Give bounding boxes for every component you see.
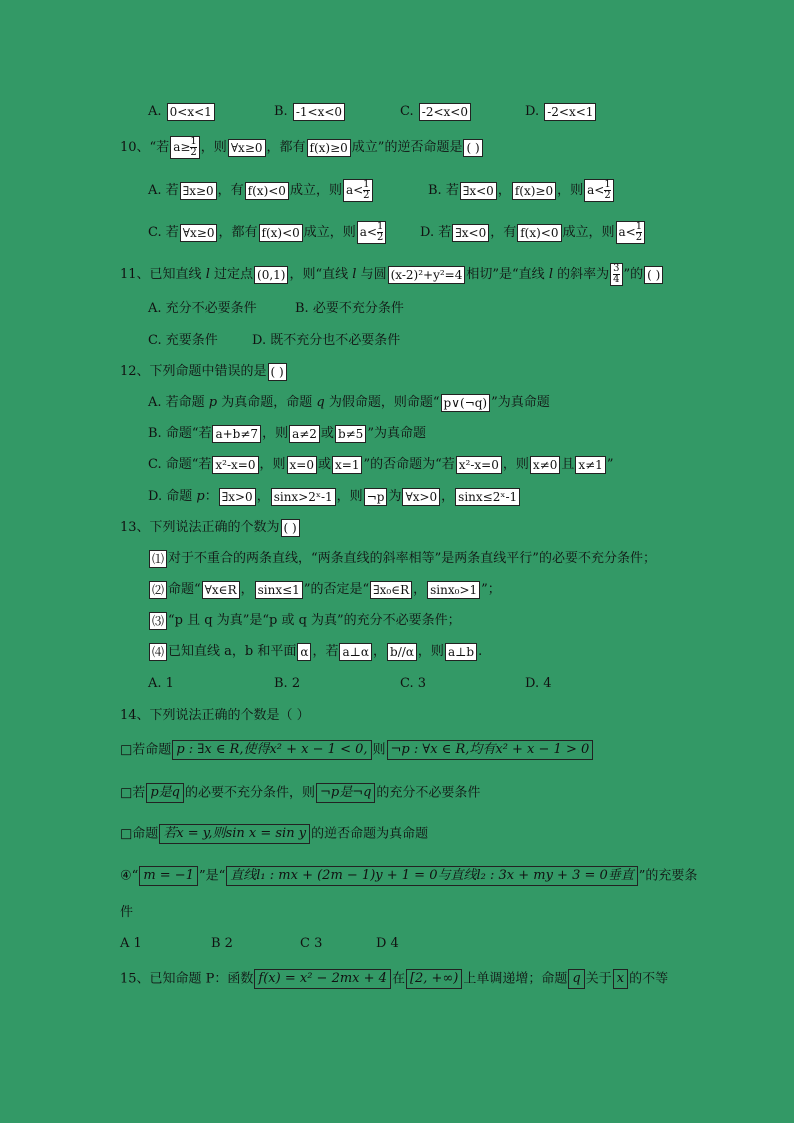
q14-option-a: A 1	[120, 936, 142, 951]
q11-option-b: B. 必要不充分条件	[295, 301, 404, 316]
q13-item-4: ⑷ 已知直线 a，b 和平面 α ，若 a⊥α ， b//α ，则 a⊥b .	[148, 642, 482, 662]
q13-stem: 13、下列说法正确的个数为 ( )	[120, 518, 301, 538]
q12-option-b: B. 命题“若 a+b≠7 ，则 a≠2 或 b≠5 ”为真命题	[148, 426, 426, 441]
q13-item-1: ⑴ 对于不重合的两条直线，“两条直线的斜率相等”是两条直线平行”的必要不充分条件；	[148, 549, 656, 569]
q12-option-a: A. 若命题 p 为真命题，命题 q 为假命题，则命题“ p∨(¬q) ”为真命题	[148, 395, 550, 410]
q14-option-b: B 2	[211, 936, 233, 951]
q9-option-a: A. 0<x<1	[148, 102, 216, 122]
q12-stem: 12、下列命题中错误的是 ( )	[120, 362, 288, 382]
q10-stem: 10、“若 a≥ $\frac{1}{2}$ ，则 ∀x≥0 ，都有 f(x)≥0 成立”的逆否命题是 ( )	[120, 136, 484, 159]
q14-item-2: □若 p是q 的必要不充分条件，则 ¬p是¬q 的充分不必要条件	[120, 783, 480, 804]
q14-stem: 14、下列说法正确的个数是（ ）	[120, 708, 310, 723]
q13-option-b: B. 2	[274, 676, 301, 691]
q10-option-b: B. 若 ∃x<0 ， f(x)≥0 ，则 a< $\frac{1}{2}$	[428, 179, 615, 202]
q14-item-3: □命题 若x = y,则sin x = sin y 的逆否命题为真命题	[120, 824, 428, 845]
q12-option-c: C. 命题“若 x²-x=0 ，则 x=0 或 x=1 ”的否命题为“若 x²-x=0 ，则 x≠0 且 x≠1 ”	[148, 457, 614, 472]
q14-item-4: ④“ m = −1 ”是“ 直线l₁ : mx + (2m − 1)y + 1 = 0与直线l₂ : 3x + my + 3 = 0垂直 ”的充要条	[120, 866, 697, 887]
q13-item-2: ⑵ 命题“ ∀x∈R ， sinx≤1 ”的否定是“ ∃x₀∈R ， sinx₀>1 ”；	[148, 580, 501, 600]
q14-option-c: C 3	[300, 936, 323, 951]
q11-option-a: A. 充分不必要条件	[148, 301, 257, 316]
q15-stem: 15、已知命题 P：函数 f(x) = x² − 2mx + 4 在 [2, +∞) 上单调递增；命题 q 关于 x 的不等	[120, 969, 668, 990]
q13-option-c: C. 3	[400, 676, 427, 691]
q9-option-c: C. -2<x<0	[400, 102, 472, 122]
q13-item-3: ⑶ “p 且 q 为真”是“p 或 q 为真”的充分不必要条件；	[148, 611, 461, 631]
q11-option-c: C. 充要条件	[148, 333, 218, 348]
q12-option-d: D. 命题 p： ∃x>0 ， sinx>2ˣ-1 ，则 ¬p 为 ∀x>0 ， sinx≤2ˣ-1	[148, 487, 521, 507]
q9-option-b: B. -1<x<0	[274, 102, 346, 122]
q14-option-d: D 4	[376, 936, 399, 951]
q11-stem: 11、已知直线 l 过定点 (0,1) ，则“直线 l 与圆 (x-2)²+y²=4 相切”是“直线 l 的斜率为 $\frac{3}{4}$ ”的 ( )	[120, 263, 664, 286]
q9-option-d: D. -2<x<1	[525, 102, 597, 122]
q14-item-4-cont: 件	[120, 905, 134, 920]
q10-option-a: A. 若 ∃x≥0 ，有 f(x)<0 成立，则 a< $\frac{1}{2}$	[148, 179, 374, 202]
q11-option-d: D. 既不充分也不必要条件	[252, 333, 401, 348]
q13-option-a: A. 1	[148, 676, 174, 691]
q13-option-d: D. 4	[525, 676, 552, 691]
q14-item-1: □若命题 p : ∃x ∈ R,使得x² + x − 1 < 0, 则 ¬p : ∀x ∈ R,均有x² + x − 1 > 0	[120, 740, 594, 761]
q10-option-d: D. 若 ∃x<0 ，有 f(x)<0 成立，则 a< $\frac{1}{2}$	[420, 221, 646, 244]
q10-option-c: C. 若 ∀x≥0 ，都有 f(x)<0 成立，则 a< $\frac{1}{2}$	[148, 221, 387, 244]
